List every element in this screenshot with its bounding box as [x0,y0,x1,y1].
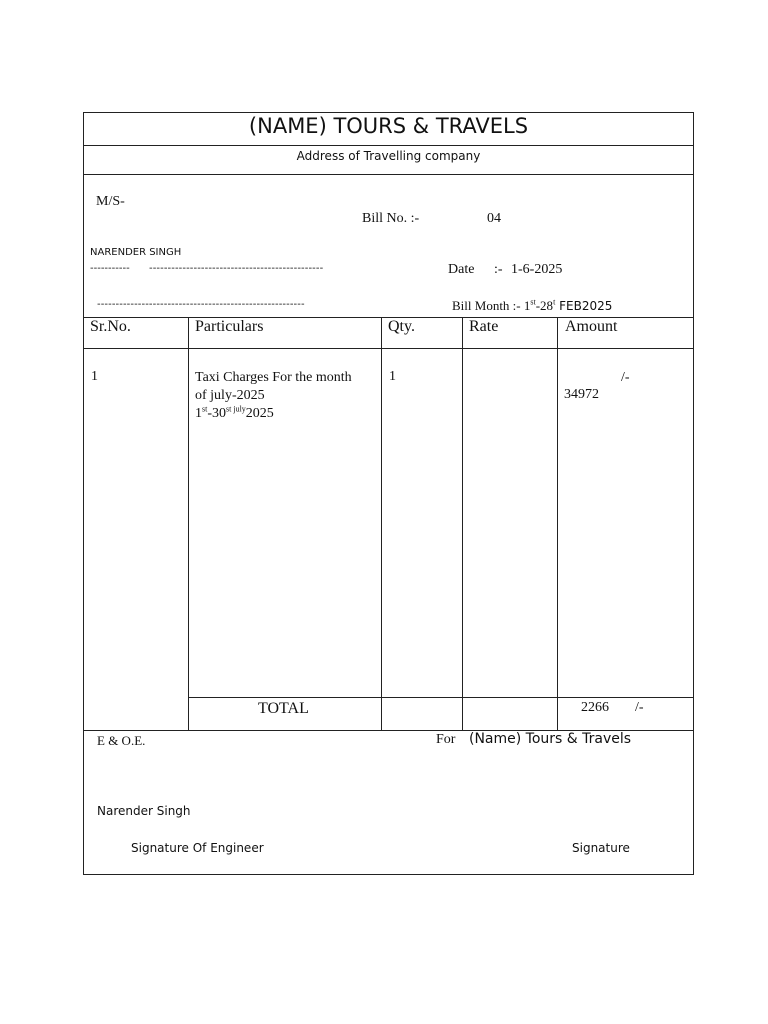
col-divider-2 [381,317,382,730]
for-company: (Name) Tours & Travels [469,731,632,747]
col-divider-1 [188,317,189,730]
particulars-line-2: of july-2025 [195,388,265,403]
engineer-name: Narender Singh [97,804,191,818]
rule-under-title [83,145,694,146]
company-title: (NAME) TOURS & TRAVELS [248,114,529,138]
row-srno: 1 [91,369,98,384]
date-label: Date [448,262,475,277]
particulars-line-1: Taxi Charges For the month [195,370,352,385]
header-particulars: Particulars [195,318,264,335]
bill-month-sup-1: st [530,297,536,307]
rule-under-address [83,174,694,175]
eoe-note: E & O.E. [97,733,146,748]
dash-line-1a: ----------- [90,263,130,274]
date-value: 1-6-2025 [511,262,563,277]
date-separator: :- [494,262,503,277]
bill-month-sup-2: t [553,297,556,307]
total-value: 2266 [581,700,609,715]
company-address: Address of Travelling company [296,149,481,163]
total-label: TOTAL [258,700,309,717]
row-qty: 1 [389,369,396,384]
rule-under-headers [83,348,694,349]
header-qty: Qty. [388,318,415,335]
header-srno: Sr.No. [90,318,131,335]
bill-month-end: FEB2025 [555,299,613,313]
bill-no-value: 04 [487,211,501,226]
total-suffix: /- [635,700,644,715]
bill-month-label: Bill Month :- 1 [452,298,531,313]
engineer-signature-label: Signature Of Engineer [131,841,264,855]
for-label: For [436,732,456,747]
bill-month-mid: -28 [535,298,554,313]
col-divider-4 [557,317,558,730]
row-particulars [195,369,352,423]
rule-total-top [188,697,694,698]
col-divider-3 [462,317,463,730]
dash-line-1b: ----------------------------------------------- [149,263,324,274]
row-amount-suffix: /- [621,370,630,385]
bill-no-label: Bill No. :- [362,211,420,226]
header-rate: Rate [469,318,499,335]
ms-label: M/S- [96,194,125,209]
row-amount-value: 34972 [564,387,599,402]
bill-month [452,298,612,314]
dash-line-2: -------------------------------------------------------- [97,299,305,310]
particulars-line-3: $1st-30^{st july}2025$ [195,404,274,421]
signature-label: Signature [572,841,630,855]
customer-name: NARENDER SINGH [90,247,182,258]
header-amount: Amount [565,318,618,335]
